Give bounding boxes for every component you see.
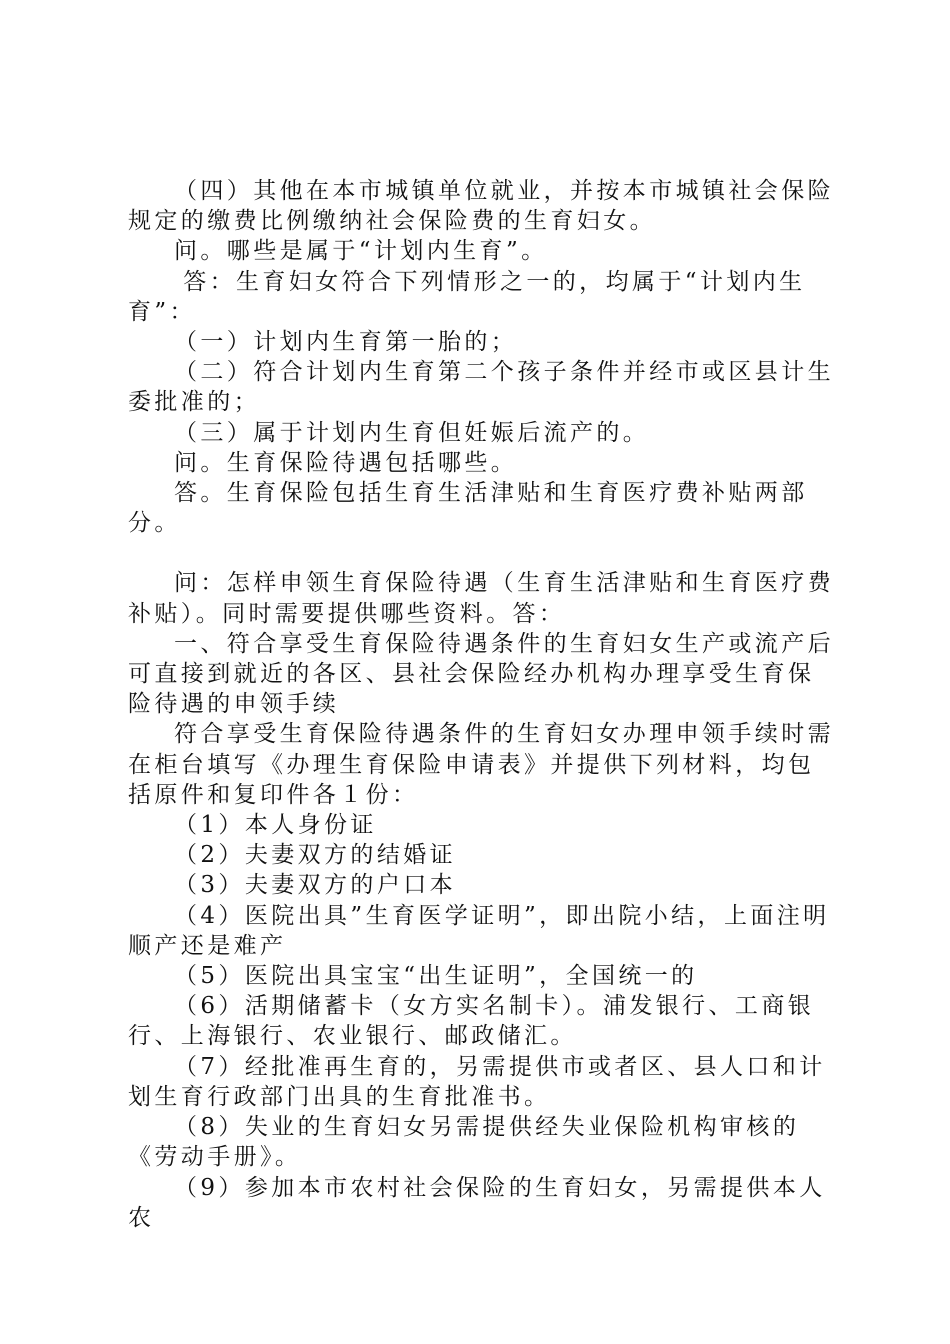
material-item-8: （8）失业的生育妇女另需提供经失业保险机构审核的《劳动手册》。 bbox=[128, 1114, 800, 1171]
material-item-7: （7）经批准再生育的，另需提供市或者区、县人口和计划生育行政部门出具的生育批准书。 bbox=[128, 1053, 826, 1110]
material-item-2: （2）夫妻双方的结婚证 bbox=[174, 842, 457, 869]
planned-birth-case-1: （一）计划内生育第一胎的； bbox=[174, 329, 518, 356]
material-item-4: （4）医院出具”生育医学证明”，即出院小结，上面注明顺产还是难产 bbox=[128, 902, 830, 959]
planned-birth-case-2: （二）符合计划内生育第二个孩子条件并经市或区县计生委批准的； bbox=[128, 359, 834, 416]
answer-planned-birth: 答：生育妇女符合下列情形之一的，均属于“计划内生育”： bbox=[128, 268, 806, 325]
apply-materials-intro: 符合享受生育保险待遇条件的生育妇女办理申领手续时需在柜台填写《办理生育保险申请表》并提供下列材料，均包括原件和复印件各１份： bbox=[128, 721, 834, 808]
answer-benefits-include: 答。生育保险包括生育生活津贴和生育医疗费补贴两部分。 bbox=[128, 480, 808, 537]
planned-birth-case-3: （三）属于计划内生育但妊娠后流产的。 bbox=[174, 419, 650, 446]
material-item-3: （3）夫妻双方的户口本 bbox=[174, 872, 457, 899]
document-body bbox=[128, 176, 838, 1233]
material-item-1: （1）本人身份证 bbox=[174, 812, 377, 839]
apply-step-1: 一、符合享受生育保险待遇条件的生育妇女生产或流产后可直接到就近的各区、县社会保险经办机构办理享受生育保险待遇的申领手续 bbox=[128, 630, 834, 718]
material-item-6: （6）活期储蓄卡（女方实名制卡）。浦发银行、工商银行、上海银行、农业银行、邮政储汇。 bbox=[128, 993, 815, 1050]
material-item-9: （9）参加本市农村社会保险的生育妇女，另需提供本人农 bbox=[128, 1174, 826, 1231]
question-how-to-apply: 问：怎样申领生育保险待遇（生育生活津贴和生育医疗费补贴）。同时需要提供哪些资料。答： bbox=[128, 570, 834, 627]
question-benefits-include: 问。生育保险待遇包括哪些。 bbox=[174, 449, 518, 476]
paragraph-item-4: （四）其他在本市城镇单位就业，并按本市城镇社会保险规定的缴费比例缴纳社会保险费的生育妇女。 bbox=[128, 178, 834, 235]
question-which-planned-birth: 问。哪些是属于“计划内生育”。 bbox=[174, 238, 548, 265]
material-item-5: （5）医院出具宝宝“出生证明”，全国统一的 bbox=[174, 963, 698, 990]
